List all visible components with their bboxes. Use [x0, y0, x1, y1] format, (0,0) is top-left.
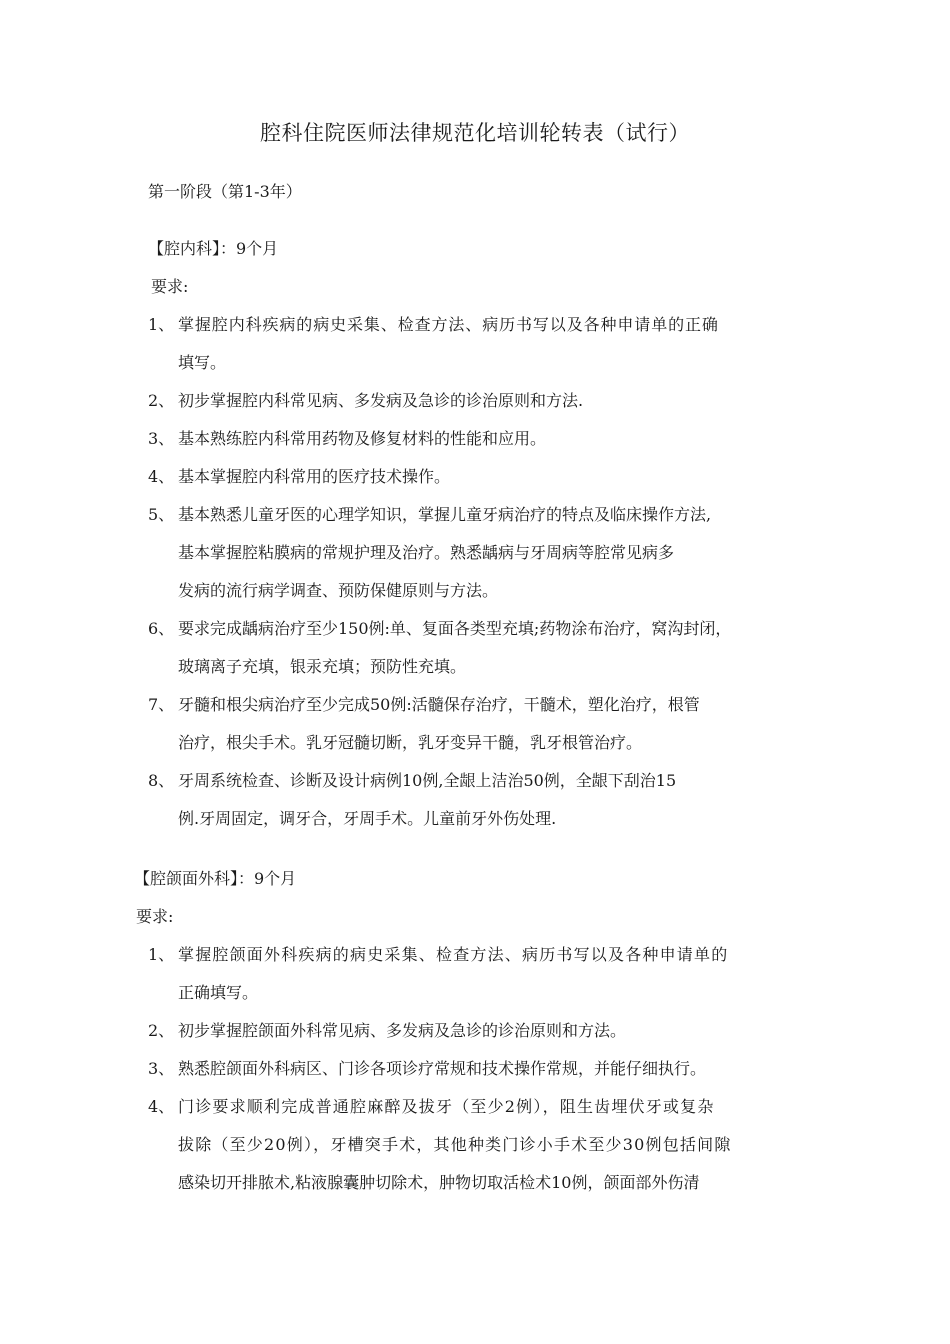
item-text: 牙周系统检查、诊断及设计病例10例,全龈上洁治50例，全龈下刮治15 — [178, 771, 677, 790]
item-number: 8、 — [148, 771, 175, 790]
item-text: 掌握腔内科疾病的病史采集、检查方法、病历书写以及各种申请单的正确 — [178, 315, 719, 334]
item-text: 玻璃离子充填，银汞充填；预防性充填。 — [178, 657, 467, 676]
requirements-label: 要求: — [151, 277, 189, 296]
item-text: 基本掌握腔内科常用的医疗技术操作。 — [178, 467, 451, 486]
item-text: 拔除（至少20例），牙槽突手术，其他种类门诊小手术至少30例包括间隙 — [178, 1135, 732, 1154]
item-text: 正确填写。 — [178, 983, 259, 1002]
item-text: 发病的流行病学调查、预防保健原则与方法。 — [178, 581, 499, 600]
requirements-label: 要求: — [136, 907, 174, 926]
item-text: 掌握腔颌面外科疾病的病史采集、检查方法、病历书写以及各种申请单的 — [178, 945, 729, 964]
item-text: 初步掌握腔内科常见病、多发病及急诊的诊治原则和方法. — [178, 391, 584, 410]
item-number: 1、 — [148, 315, 175, 334]
item-number: 4、 — [148, 467, 175, 486]
item-text: 基本掌握腔粘膜病的常规护理及治疗。熟悉龋病与牙周病等腔常见病多 — [178, 543, 675, 562]
item-text: 感染切开排脓术,粘液腺囊肿切除术，肿物切取活检术10例，颌面部外伤清 — [178, 1173, 700, 1192]
section-heading-surgery: 【腔颌面外科】：9个月 — [134, 869, 297, 888]
item-text: 例.牙周固定，调牙合，牙周手术。儿童前牙外伤处理. — [178, 809, 557, 828]
item-text: 治疗，根尖手术。乳牙冠髓切断，乳牙变异干髓，乳牙根管治疗。 — [178, 733, 643, 752]
item-number: 2、 — [148, 391, 175, 410]
stage-heading: 第一阶段（第1-3年） — [148, 182, 302, 201]
item-number: 3、 — [148, 1059, 175, 1078]
item-number: 5、 — [148, 505, 175, 524]
item-text: 门诊要求顺利完成普通腔麻醉及拔牙（至少2例），阻生齿埋伏牙或复杂 — [178, 1097, 715, 1116]
item-text: 基本熟练腔内科常用药物及修复材料的性能和应用。 — [178, 429, 547, 448]
item-text: 基本熟悉儿童牙医的心理学知识，掌握儿童牙病治疗的特点及临床操作方法, — [178, 505, 712, 524]
item-text: 牙髓和根尖病治疗至少完成50例:活髓保存治疗，干髓术，塑化治疗，根管 — [178, 695, 700, 714]
item-number: 1、 — [148, 945, 175, 964]
item-text: 填写。 — [178, 353, 227, 372]
item-number: 4、 — [148, 1097, 175, 1116]
section-heading-internal: 【腔内科】：9个月 — [148, 239, 279, 258]
document-title: 腔科住院医师法律规范化培训轮转表（试行） — [260, 121, 690, 145]
item-number: 3、 — [148, 429, 175, 448]
item-number: 7、 — [148, 695, 175, 714]
item-text: 要求完成龋病治疗至少150例:单、复面各类型充填;药物涂布治疗，窝沟封闭， — [178, 619, 732, 638]
item-number: 6、 — [148, 619, 175, 638]
item-text: 初步掌握腔颌面外科常见病、多发病及急诊的诊治原则和方法。 — [178, 1021, 627, 1040]
item-text: 熟悉腔颌面外科病区、门诊各项诊疗常规和技术操作常规，并能仔细执行。 — [178, 1059, 707, 1078]
item-number: 2、 — [148, 1021, 175, 1040]
